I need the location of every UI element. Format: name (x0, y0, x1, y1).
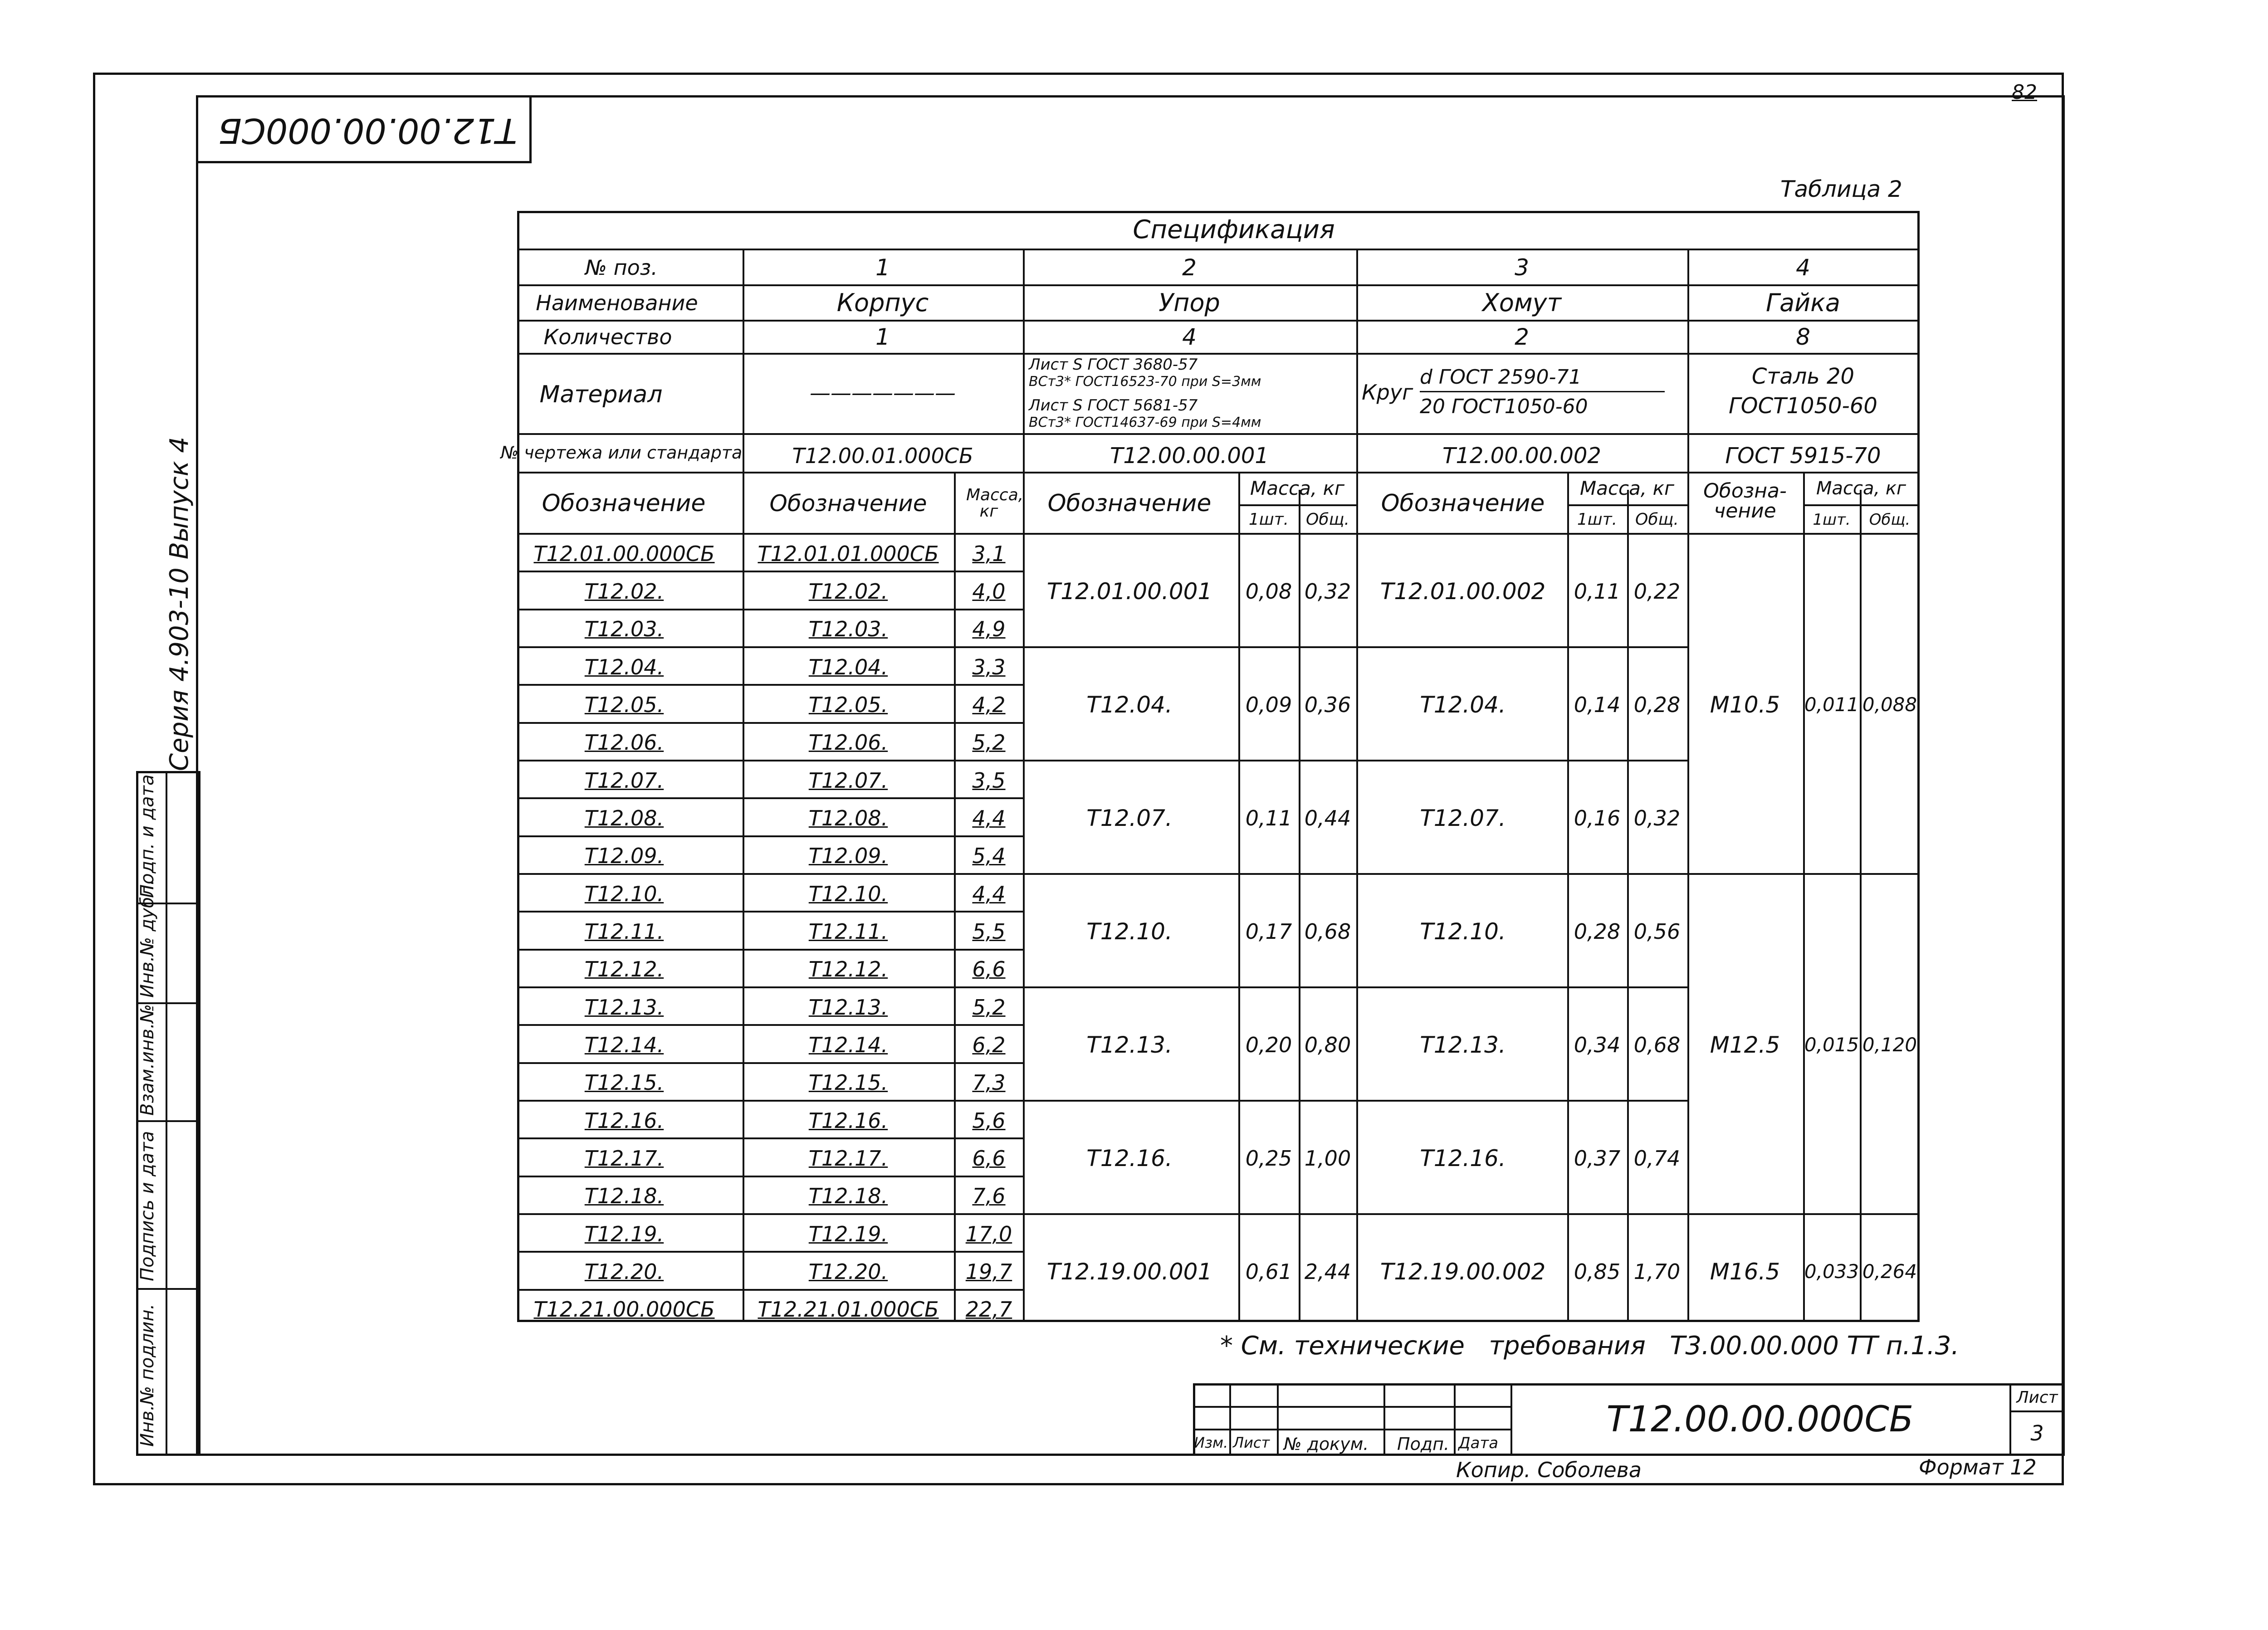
row-divider (517, 646, 1023, 648)
row-divider (517, 1062, 1023, 1064)
row-divider (517, 1024, 1023, 1026)
row-designation: Т12.15. (584, 1070, 664, 1095)
group-designation-part3: Т12.07. (1420, 805, 1506, 831)
group-mass-part3-each: 0,85 (1574, 1259, 1621, 1284)
row-designation-part1: Т12.10. (808, 881, 888, 906)
row-designation: Т12.20. (584, 1259, 664, 1284)
group-mass-part2-total: 0,80 (1304, 1032, 1351, 1057)
group-mass-part3-total: 0,74 (1633, 1146, 1681, 1171)
row-mass-part1: 4,2 (972, 692, 1006, 717)
group-designation-part3: Т12.10. (1420, 918, 1506, 945)
row-designation-part1: Т12.05. (808, 692, 888, 717)
row-divider (1023, 986, 1687, 988)
row-divider (1687, 873, 1920, 875)
row-designation-part1: Т12.12. (808, 957, 888, 982)
col2-qty: 4 (1182, 324, 1197, 350)
row-mass-part1: 19,7 (965, 1259, 1012, 1284)
row-designation: Т12.02. (584, 579, 664, 604)
row-divider (517, 949, 1023, 951)
row-divider (1023, 760, 1687, 761)
row-mass-part1: 4,0 (972, 579, 1006, 604)
group-mass-part3-total: 0,28 (1633, 692, 1681, 717)
row-mass-part1: 22,7 (965, 1297, 1012, 1322)
col4-mass-header: Масса, кг (1816, 478, 1906, 499)
group-designation-part4: М12.5 (1710, 1031, 1780, 1058)
row-designation-part1: Т12.08. (808, 805, 888, 830)
row-mass-part1: 7,6 (972, 1184, 1006, 1209)
group-mass-part3-each: 0,34 (1574, 1032, 1621, 1057)
row-mass-part1: 6,2 (972, 1032, 1006, 1057)
label-drawing: № чертежа или стандарта (500, 443, 743, 463)
col1-name: Корпус (836, 288, 929, 317)
row-divider (517, 760, 1023, 761)
row-mass-part1: 5,4 (972, 844, 1006, 869)
row-designation: Т12.07. (584, 768, 664, 793)
title-col-sheet: Лист (1233, 1434, 1270, 1451)
col2-name: Упор (1158, 288, 1220, 317)
col4-one-piece: 1шт. (1813, 511, 1851, 529)
format-label: Формат 12 (1919, 1455, 2037, 1479)
group-designation-part2: Т12.16. (1086, 1145, 1173, 1171)
row-designation: Т12.06. (584, 730, 664, 755)
title-col-change: Изм. (1194, 1434, 1228, 1451)
row-divider (517, 1289, 1023, 1291)
col1-material: ——————— (810, 381, 956, 405)
row-divider (517, 571, 1023, 572)
row-designation-part1: Т12.01.01.000СБ (758, 541, 939, 566)
group-mass-part2-each: 0,17 (1245, 919, 1292, 944)
row-designation: Т12.14. (584, 1032, 664, 1057)
col1-mass-header: Масса, кг (966, 486, 1024, 521)
group-designation-part3: Т12.01.00.002 (1380, 578, 1546, 605)
label-material: Материал (539, 381, 663, 408)
col2-drawing: Т12.00.00.001 (1110, 443, 1269, 469)
row-mass-part1: 5,2 (972, 730, 1006, 755)
row-designation: Т12.17. (584, 1146, 664, 1171)
group-designation-part2: Т12.07. (1086, 805, 1173, 831)
group-mass-part2-each: 0,25 (1245, 1146, 1292, 1171)
group-designation-part2: Т12.01.00.001 (1046, 578, 1212, 605)
row-divider (1023, 1213, 1687, 1215)
col3-material-bottom: 20 ГОСТ1050-60 (1420, 395, 1588, 418)
row-mass-part1: 3,3 (972, 654, 1006, 679)
row-divider (1023, 646, 1687, 648)
table-caption: Таблица 2 (1780, 176, 1902, 202)
group-mass-part2-total: 0,36 (1304, 692, 1351, 717)
row-divider (517, 684, 1023, 686)
group-mass-part2-total: 0,44 (1304, 805, 1351, 830)
col4-total: Общ. (1869, 511, 1911, 529)
row-designation: Т12.21.00.000СБ (533, 1297, 715, 1322)
group-designation-part3: Т12.13. (1420, 1031, 1506, 1058)
col3-material-top: d ГОСТ 2590-71 (1420, 366, 1582, 389)
row-designation-part1: Т12.06. (808, 730, 888, 755)
row-divider (517, 873, 1023, 875)
col1-drawing: Т12.00.01.000СБ (792, 444, 973, 468)
col3-material-prefix: Круг (1362, 380, 1413, 405)
row-designation: Т12.03. (584, 617, 664, 642)
group-mass-part4-each: 0,033 (1804, 1260, 1859, 1283)
row-designation: Т12.09. (584, 844, 664, 869)
row-designation: Т12.18. (584, 1184, 664, 1209)
group-mass-part2-each: 0,20 (1245, 1032, 1292, 1057)
stamp-replaced-inv: Взам.инв.№ (137, 1004, 158, 1116)
group-designation-part3: Т12.19.00.002 (1380, 1258, 1546, 1285)
row-designation-part1: Т12.15. (808, 1070, 888, 1095)
group-mass-part2-total: 1,00 (1304, 1146, 1351, 1171)
footnote: * См. технические требования Т3.00.00.000 ТТ п.1.3. (1220, 1331, 1960, 1361)
group-mass-part2-total: 2,44 (1304, 1259, 1351, 1284)
col2-material-line4: ВСт3* ГОСТ14637-69 при S=4мм (1029, 415, 1261, 430)
row-divider (517, 1137, 1023, 1139)
col3-qty: 2 (1515, 324, 1529, 350)
row-designation: Т12.01.00.000СБ (533, 541, 715, 566)
row-divider (517, 835, 1023, 837)
row-mass-part1: 4,4 (972, 805, 1006, 830)
row-designation-part1: Т12.20. (808, 1259, 888, 1284)
row-mass-part1: 3,5 (972, 768, 1006, 793)
col1-pos: 1 (875, 254, 890, 281)
group-mass-part2-each: 0,11 (1245, 805, 1292, 830)
row-designation-part1: Т12.11. (808, 919, 888, 944)
row-divider (517, 1176, 1023, 1177)
row-mass-part1: 6,6 (972, 957, 1006, 982)
mirrored-code: Т12.00.00.000СБ (218, 111, 517, 151)
row-designation: Т12.05. (584, 692, 664, 717)
group-mass-part3-total: 0,56 (1633, 919, 1681, 944)
col2-total: Общ. (1306, 510, 1349, 529)
row-designation-part1: Т12.21.01.000СБ (758, 1297, 939, 1322)
group-mass-part3-each: 0,14 (1574, 692, 1621, 717)
label-name: Наименование (536, 291, 698, 315)
row-designation-part1: Т12.16. (808, 1108, 888, 1133)
row-designation: Т12.16. (584, 1108, 664, 1133)
col2-material-line2: ВСт3* ГОСТ16523-70 при S=3мм (1029, 374, 1261, 390)
col4-drawing: ГОСТ 5915-70 (1725, 443, 1881, 469)
col3-name: Хомут (1482, 288, 1562, 317)
col2-pos: 2 (1182, 254, 1197, 281)
row-divider (517, 1213, 1023, 1215)
label-designation: Обозначение (542, 490, 706, 517)
row-mass-part1: 5,2 (972, 995, 1006, 1020)
row-mass-part1: 6,6 (972, 1146, 1006, 1171)
col2-one-piece: 1шт. (1248, 510, 1289, 529)
col1-qty: 1 (875, 324, 890, 350)
group-mass-part3-each: 0,28 (1574, 919, 1621, 944)
group-designation-part3: Т12.16. (1420, 1145, 1506, 1171)
group-designation-part4: М10.5 (1710, 691, 1780, 718)
group-mass-part4-each: 0,015 (1804, 1033, 1859, 1056)
group-designation-part4: М16.5 (1710, 1258, 1780, 1285)
group-mass-part4-total: 0,120 (1862, 1033, 1917, 1056)
row-designation: Т12.04. (584, 654, 664, 679)
row-divider (1023, 1100, 1687, 1102)
row-divider (1687, 1213, 1920, 1215)
col3-one-piece: 1шт. (1577, 510, 1618, 529)
group-mass-part3-each: 0,11 (1574, 579, 1621, 604)
row-designation: Т12.12. (584, 957, 664, 982)
row-mass-part1: 17,0 (965, 1221, 1012, 1246)
col4-name: Гайка (1766, 288, 1840, 317)
row-designation: Т12.13. (584, 995, 664, 1020)
title-col-date: Дата (1458, 1434, 1499, 1452)
row-designation-part1: Т12.03. (808, 617, 888, 642)
col2-designation-header: Обозначение (1047, 490, 1212, 517)
stamp-sign-date-2: Подп. и дата (137, 774, 158, 898)
group-designation-part3: Т12.04. (1420, 691, 1506, 718)
title-block-code: Т12.00.00.000СБ (1606, 1399, 1914, 1440)
title-col-doc: № докум. (1284, 1434, 1369, 1454)
group-mass-part4-each: 0,011 (1804, 693, 1859, 716)
col1-designation-header: Обозначение (769, 490, 927, 517)
row-designation-part1: Т12.18. (808, 1184, 888, 1209)
group-mass-part3-each: 0,37 (1574, 1146, 1621, 1171)
stamp-signature-date: Подпись и дата (137, 1131, 158, 1281)
row-divider (517, 1100, 1023, 1102)
row-designation: Т12.19. (584, 1221, 664, 1246)
row-divider (1023, 873, 1687, 875)
group-mass-part2-total: 0,32 (1304, 579, 1351, 604)
row-divider (517, 797, 1023, 799)
row-designation-part1: Т12.14. (808, 1032, 888, 1057)
group-mass-part2-each: 0,09 (1245, 692, 1292, 717)
col4-qty: 8 (1796, 324, 1810, 350)
col2-material-line1: Лист S ГОСТ 3680-57 (1029, 356, 1198, 374)
group-mass-part3-total: 0,22 (1633, 579, 1681, 604)
col4-material-line1: Сталь 20 (1751, 364, 1855, 389)
row-mass-part1: 4,9 (972, 617, 1006, 642)
sheet-corner-number: 82 (2012, 81, 2037, 104)
row-divider (517, 609, 1023, 610)
col3-designation-header: Обозначение (1381, 490, 1545, 517)
group-mass-part4-total: 0,264 (1862, 1260, 1917, 1283)
group-designation-part2: Т12.19.00.001 (1046, 1258, 1212, 1285)
row-designation-part1: Т12.13. (808, 995, 888, 1020)
title-sheet-label: Лист (2016, 1388, 2058, 1407)
copied-by: Копир. Соболева (1456, 1458, 1642, 1482)
row-designation-part1: Т12.17. (808, 1146, 888, 1171)
col2-material-line3: Лист S ГОСТ 5681-57 (1029, 396, 1198, 415)
row-divider (517, 1251, 1023, 1253)
group-mass-part3-total: 0,68 (1633, 1032, 1681, 1057)
row-designation-part1: Т12.19. (808, 1221, 888, 1246)
group-designation-part2: Т12.10. (1086, 918, 1173, 945)
row-divider (517, 911, 1023, 913)
row-divider (517, 722, 1023, 724)
row-mass-part1: 4,4 (972, 881, 1006, 906)
row-mass-part1: 5,6 (972, 1108, 1006, 1133)
spec-title: Спецификация (1133, 215, 1335, 244)
col3-mass-header: Масса, кг (1579, 477, 1675, 499)
col3-total: Общ. (1635, 510, 1679, 529)
label-pos: № поз. (585, 255, 658, 280)
group-mass-part2-each: 0,61 (1245, 1259, 1292, 1284)
group-mass-part3-total: 1,70 (1633, 1259, 1681, 1284)
col4-pos: 4 (1796, 254, 1810, 281)
group-designation-part2: Т12.13. (1086, 1031, 1173, 1058)
group-mass-part2-each: 0,08 (1245, 579, 1292, 604)
title-col-sign: Подп. (1397, 1434, 1450, 1454)
row-designation: Т12.08. (584, 805, 664, 830)
stamp-duplicate-inv: Инв.№ дубл. (137, 879, 158, 998)
label-qty: Количество (543, 325, 672, 349)
group-designation-part2: Т12.04. (1086, 691, 1173, 718)
col4-designation-header: Обозна-чение (1703, 479, 1787, 522)
col3-drawing: Т12.00.00.002 (1442, 443, 1601, 469)
row-designation: Т12.11. (584, 919, 664, 944)
col4-material-line2: ГОСТ1050-60 (1729, 393, 1877, 419)
series-label: Серия 4.903-10 Выпуск 4 (165, 437, 194, 771)
row-designation-part1: Т12.09. (808, 844, 888, 869)
col2-mass-header: Масса, кг (1250, 477, 1345, 499)
row-divider (517, 986, 1023, 988)
group-mass-part3-total: 0,32 (1633, 805, 1681, 830)
row-designation-part1: Т12.04. (808, 654, 888, 679)
title-sheet-number: 3 (2030, 1421, 2044, 1445)
row-designation: Т12.10. (584, 881, 664, 906)
row-mass-part1: 7,3 (972, 1070, 1006, 1095)
row-mass-part1: 3,1 (972, 541, 1006, 566)
row-mass-part1: 5,5 (972, 919, 1006, 944)
group-mass-part4-total: 0,088 (1862, 693, 1917, 716)
row-designation-part1: Т12.02. (808, 579, 888, 604)
col3-pos: 3 (1515, 254, 1529, 281)
group-mass-part2-total: 0,68 (1304, 919, 1351, 944)
row-designation-part1: Т12.07. (808, 768, 888, 793)
stamp-original-inv: Инв.№ подлин. (137, 1303, 158, 1447)
group-mass-part3-each: 0,16 (1574, 805, 1621, 830)
